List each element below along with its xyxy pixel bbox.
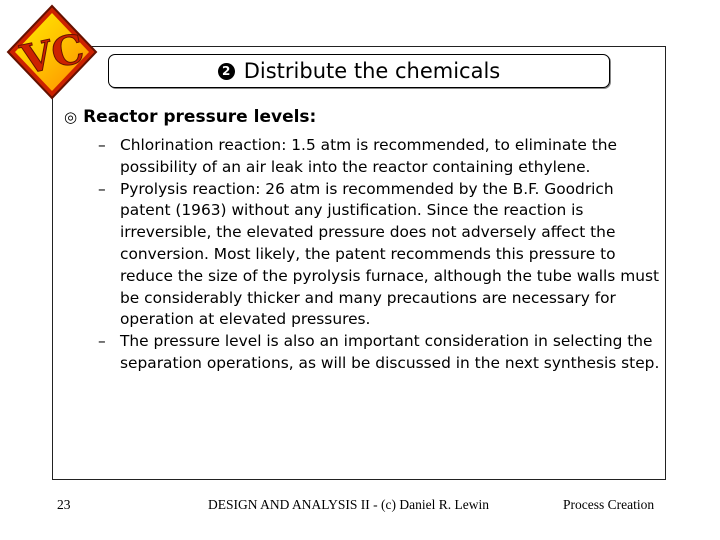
list-item-text: Chlorination reaction: 1.5 atm is recommended, to eliminate the possibility of an air leak into the reactor containing ethylene. <box>120 136 617 176</box>
dash-icon: – <box>98 332 106 351</box>
dash-icon: – <box>98 179 106 198</box>
vc-logo <box>6 4 98 100</box>
dash-icon: – <box>98 136 106 154</box>
main-bullet <box>64 107 316 127</box>
main-bullet-text: Reactor pressure levels: <box>83 107 317 127</box>
list-item-text: Pyrolysis reaction: 26 atm is recommended by the B.F. Goodrich patent (1963) without any justification. Since the reaction is irreversible, the elevated pressure does not adversely affect the conversion. Most likely, the patent recommends this pressure to reduce the size of the pyrolysis furnace, although the tube walls must be considerably thicker and many precautions are necessary for operation at elevated pressures. <box>120 179 660 329</box>
list-item <box>92 331 666 375</box>
page-number: 23 <box>57 497 71 512</box>
footer-copyright: DESIGN AND ANALYSIS II - (c) Daniel R. Lewin <box>208 497 489 512</box>
title-number-badge: 2 <box>218 63 235 80</box>
slide-title: Distribute the chemicals <box>243 59 501 83</box>
list-item <box>92 179 666 332</box>
list-item-text: The pressure level is also an important consideration in selecting the separation operations, as will be discussed in the next synthesis step. <box>120 332 660 372</box>
svg-text:VC: VC <box>16 24 89 84</box>
list-item <box>92 135 666 179</box>
bullet-icon: ◎ <box>64 108 78 126</box>
slide-title-box <box>108 54 610 88</box>
footer-section: Process Creation <box>563 497 655 512</box>
sub-bullet-list <box>92 135 666 375</box>
